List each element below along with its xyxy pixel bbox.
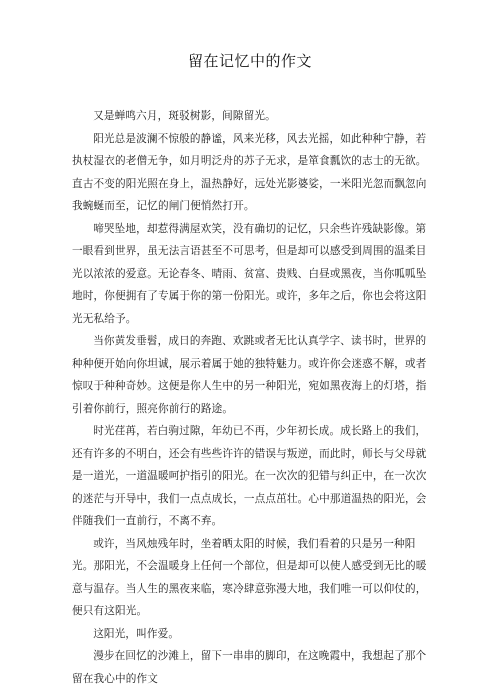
paragraph: 漫步在回忆的沙滩上，留下一串串的脚印，在这晚霞中，我想起了那个留在我心中的作文 — [72, 650, 427, 685]
paragraph: 阳光总是波澜不惊般的静谧，风来光移，风去光摇，如此种种宁静，若执杖湿衣的老僧无争，如月明泛舟的苏子无求，是箪食瓢饮的志士的无欲。直古不变的阳光照在身上，温热静好，远处光影婆娑，一米阳光忽而飘忽向我蜿蜒而至，记忆的闸门便悄然打开。 — [72, 132, 427, 212]
paragraph: 这阳光，叫作爱。 — [93, 627, 180, 640]
paragraph: 或许，当风烛残年时，坐着晒太阳的时候，我们看着的只是另一种阳光。那阳光，不会温暖身上任何一个部位，但是却可以使人感受到无比的暖意与温存。当人生的黑夜来临，寒冷肆意弥漫大地，我们唯一可以仰仗的，便只有这阳光。 — [72, 537, 427, 617]
paragraph: 又是蝉鸣六月，斑驳树影，间隙留光。 — [93, 110, 276, 122]
paragraph: 啼哭坠地，却惹得满屋欢笑，没有确切的记忆，只余些许残缺影像。第一眼看到世界，虽无法言语甚至不可思考，但是却可以感受到周围的温柔目光以浓浓的爱意。无论春冬、晴雨、贫富、贵贱、白昼或黑夜，当你呱呱坠地时，你便拥有了专属于你的第一份阳光。或许，多年之后，你也会将这阳光无私给予。 — [72, 222, 427, 325]
document-body — [72, 105, 428, 690]
document-title: 留在记忆中的作文 — [187, 52, 312, 70]
paragraph: 时光荏苒，若白驹过隙，年幼已不再，少年初长成。成长路上的我们，还有许多的不明白，还会有些些许许的错误与叛逆，而此时，师长与父母就是一道光，一道温暖呵护指引的阳光。在一次次的犯错与纠正中，在一次次的迷茫与开导中，我们一点点成长，一点点茁壮。心中那道温热的阳光，会伴随我们一直前行，不离不弃。 — [72, 425, 427, 527]
paragraph: 当你黄发垂髫，成日的奔跑、欢跳或者无比认真学字、读书时，世界的种种便开始向你坦诚，展示着属于她的独特魅力。或许你会迷惑不解，或者惊叹于种种奇妙。这便是你人生中的另一种阳光，宛如黑夜海上的灯塔，指引着你前行，照亮你前行的路途。 — [72, 335, 427, 415]
